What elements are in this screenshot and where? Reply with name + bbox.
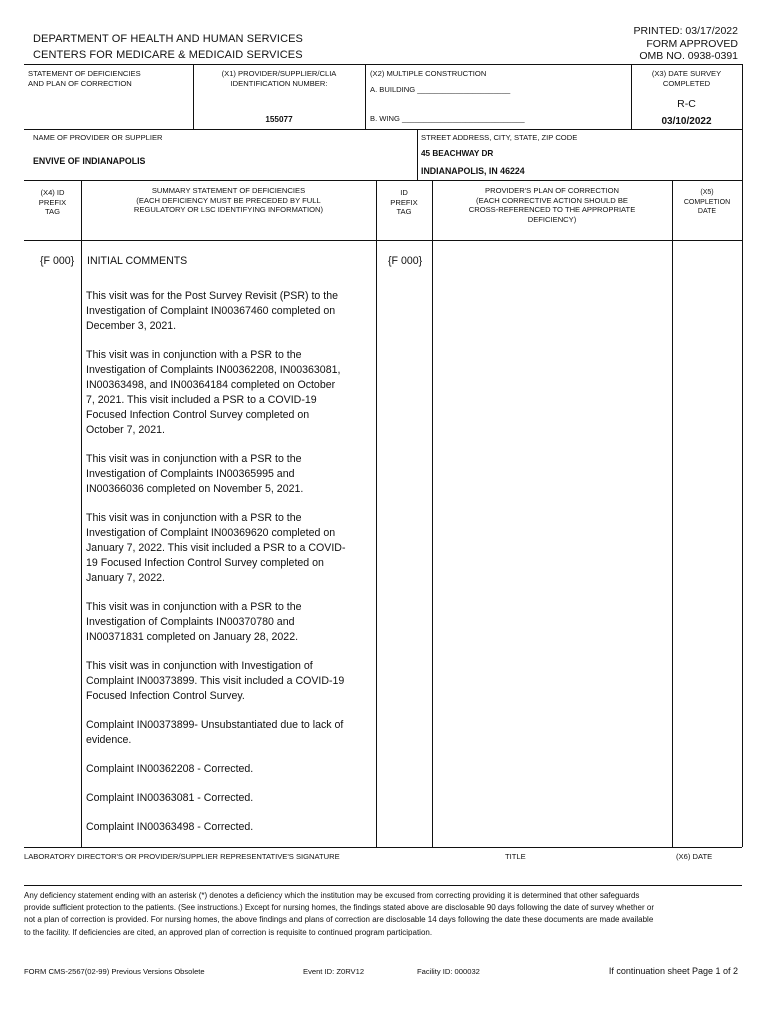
omb-number: OMB NO. 0938-0391 (639, 50, 738, 62)
disclaimer: Any deficiency statement ending with an asterisk (*) denotes a deficiency which the institution may be excused from correcting providing it is determined that other safeguards provide sufficient protection to the patients. (See instructions.) Except for nursing homes, the findings stated above are disclosable 90 days following the date of survey whether or not a plan of correction is provided. For nursing homes, the above findings and plans of correction are disclosable 14 days following the date these documents are made available to the facility. If deficiencies are cited, an approved plan of correction is requisite to continued program participation. (24, 891, 654, 937)
department-name: DEPARTMENT OF HEALTH AND HUMAN SERVICES (33, 33, 303, 45)
column-header-divider (24, 240, 742, 241)
paragraph: This visit was in conjunction with a PSR to the Investigation of Complaints IN00370780 and IN00371831 completed on January 28, 2022. (86, 601, 302, 643)
paragraph: This visit was in conjunction with a PSR to the Investigation of Complaints IN00362208, IN00363081, IN00363498, and IN00364184 completed on October 7, 2021. This visit included a PSR to a COVID-19 Focused Infection Control Survey completed on October 7, 2021. (86, 349, 341, 436)
address-street: 45 BEACHWAY DR (421, 149, 494, 158)
paragraph: This visit was for the Post Survey Revisit (PSR) to the Investigation of Complaint IN00367460 completed on December 3, 2021. (86, 290, 338, 332)
right-border (742, 64, 743, 847)
survey-code: R-C (677, 98, 696, 110)
page-indicator: If continuation sheet Page 1 of 2 (608, 966, 738, 976)
event-id: Event ID: Z0RV12 (303, 967, 365, 976)
provider-label: NAME OF PROVIDER OR SUPPLIER (33, 133, 163, 142)
paragraph: Complaint IN00373899- Unsubstantiated due to lack of evidence. (86, 719, 344, 746)
statement-label: STATEMENT OF DEFICIENCIES AND PLAN OF CORRECTION (28, 69, 141, 88)
entry-body (86, 289, 346, 849)
paragraph: Complaint IN00362208 - Corrected. (86, 763, 254, 775)
x4-column-header: (X4) ID PREFIX TAG (38, 188, 67, 216)
date-label: (X6) DATE (676, 852, 713, 861)
x5-column-header: (X5) COMPLETION DATE (683, 189, 731, 215)
x2-label: (X2) MULTIPLE CONSTRUCTION (370, 69, 487, 78)
form-id: FORM CMS-2567(02-99) Previous Versions Obsolete (24, 967, 205, 976)
printed-date: PRINTED: 03/17/2022 (633, 25, 738, 37)
summary-column-header: SUMMARY STATEMENT OF DEFICIENCIES (EACH DEFICIENCY MUST BE PRECEDED BY FULL REGULATORY OR LSC IDENTIFYING INFORMATION) (133, 186, 324, 214)
provider-name: ENVIVE OF INDIANAPOLIS (33, 156, 146, 166)
x1-label: (X1) PROVIDER/SUPPLIER/CLIA IDENTIFICATION NUMBER: (221, 69, 337, 88)
agency-name: CENTERS FOR MEDICARE & MEDICAID SERVICES (33, 49, 303, 61)
paragraph: This visit was in conjunction with a PSR to the Investigation of Complaints IN00365995 and IN00366036 completed on November 5, 2021. (86, 453, 304, 495)
paragraph: This visit was in conjunction with a PSR to the Investigation of Complaint IN00369620 completed on January 7, 2022. This visit included a PSR to a COVID-19 Focused Infection Control Survey completed on January 7, 2022. (86, 512, 346, 584)
id-column-header: ID PREFIX TAG (390, 188, 418, 216)
tag-left: {F 000} (40, 255, 75, 267)
paragraph: This visit was in conjunction with Investigation of Complaint IN00373899. This visit included a COVID-19 Focused Infection Control Survey. (86, 660, 345, 702)
paragraph: Complaint IN00363081 - Corrected. (86, 792, 254, 804)
plan-column-header: PROVIDER'S PLAN OF CORRECTION (EACH CORRECTIVE ACTION SHOULD BE CROSS-REFERENCED TO THE APPROPRIATE DEFICIENCY) (468, 186, 636, 224)
wing-field: B. WING _____________________________ (370, 114, 525, 123)
facility-id: Facility ID: 000032 (417, 967, 480, 976)
provider-id-number: 155077 (265, 115, 293, 124)
top-border (24, 64, 742, 65)
entry-title: INITIAL COMMENTS (87, 255, 188, 267)
signature-bottom (24, 885, 742, 886)
address-city: INDIANAPOLIS, IN 46224 (421, 166, 525, 176)
title-label: TITLE (505, 852, 526, 861)
address-label: STREET ADDRESS, CITY, STATE, ZIP CODE (421, 133, 578, 142)
provider-divider (24, 180, 742, 181)
survey-date: 03/10/2022 (661, 116, 712, 127)
signature-label: LABORATORY DIRECTOR'S OR PROVIDER/SUPPLIER REPRESENTATIVE'S SIGNATURE (24, 852, 340, 861)
paragraph: Complaint IN00363498 - Corrected. (86, 821, 254, 833)
form-approved: FORM APPROVED (646, 38, 738, 50)
x3-label: (X3) DATE SURVEY COMPLETED (651, 69, 722, 88)
info-divider (24, 129, 742, 130)
tag-right: {F 000} (388, 255, 423, 267)
building-field: A. BUILDING ______________________ (370, 85, 511, 94)
